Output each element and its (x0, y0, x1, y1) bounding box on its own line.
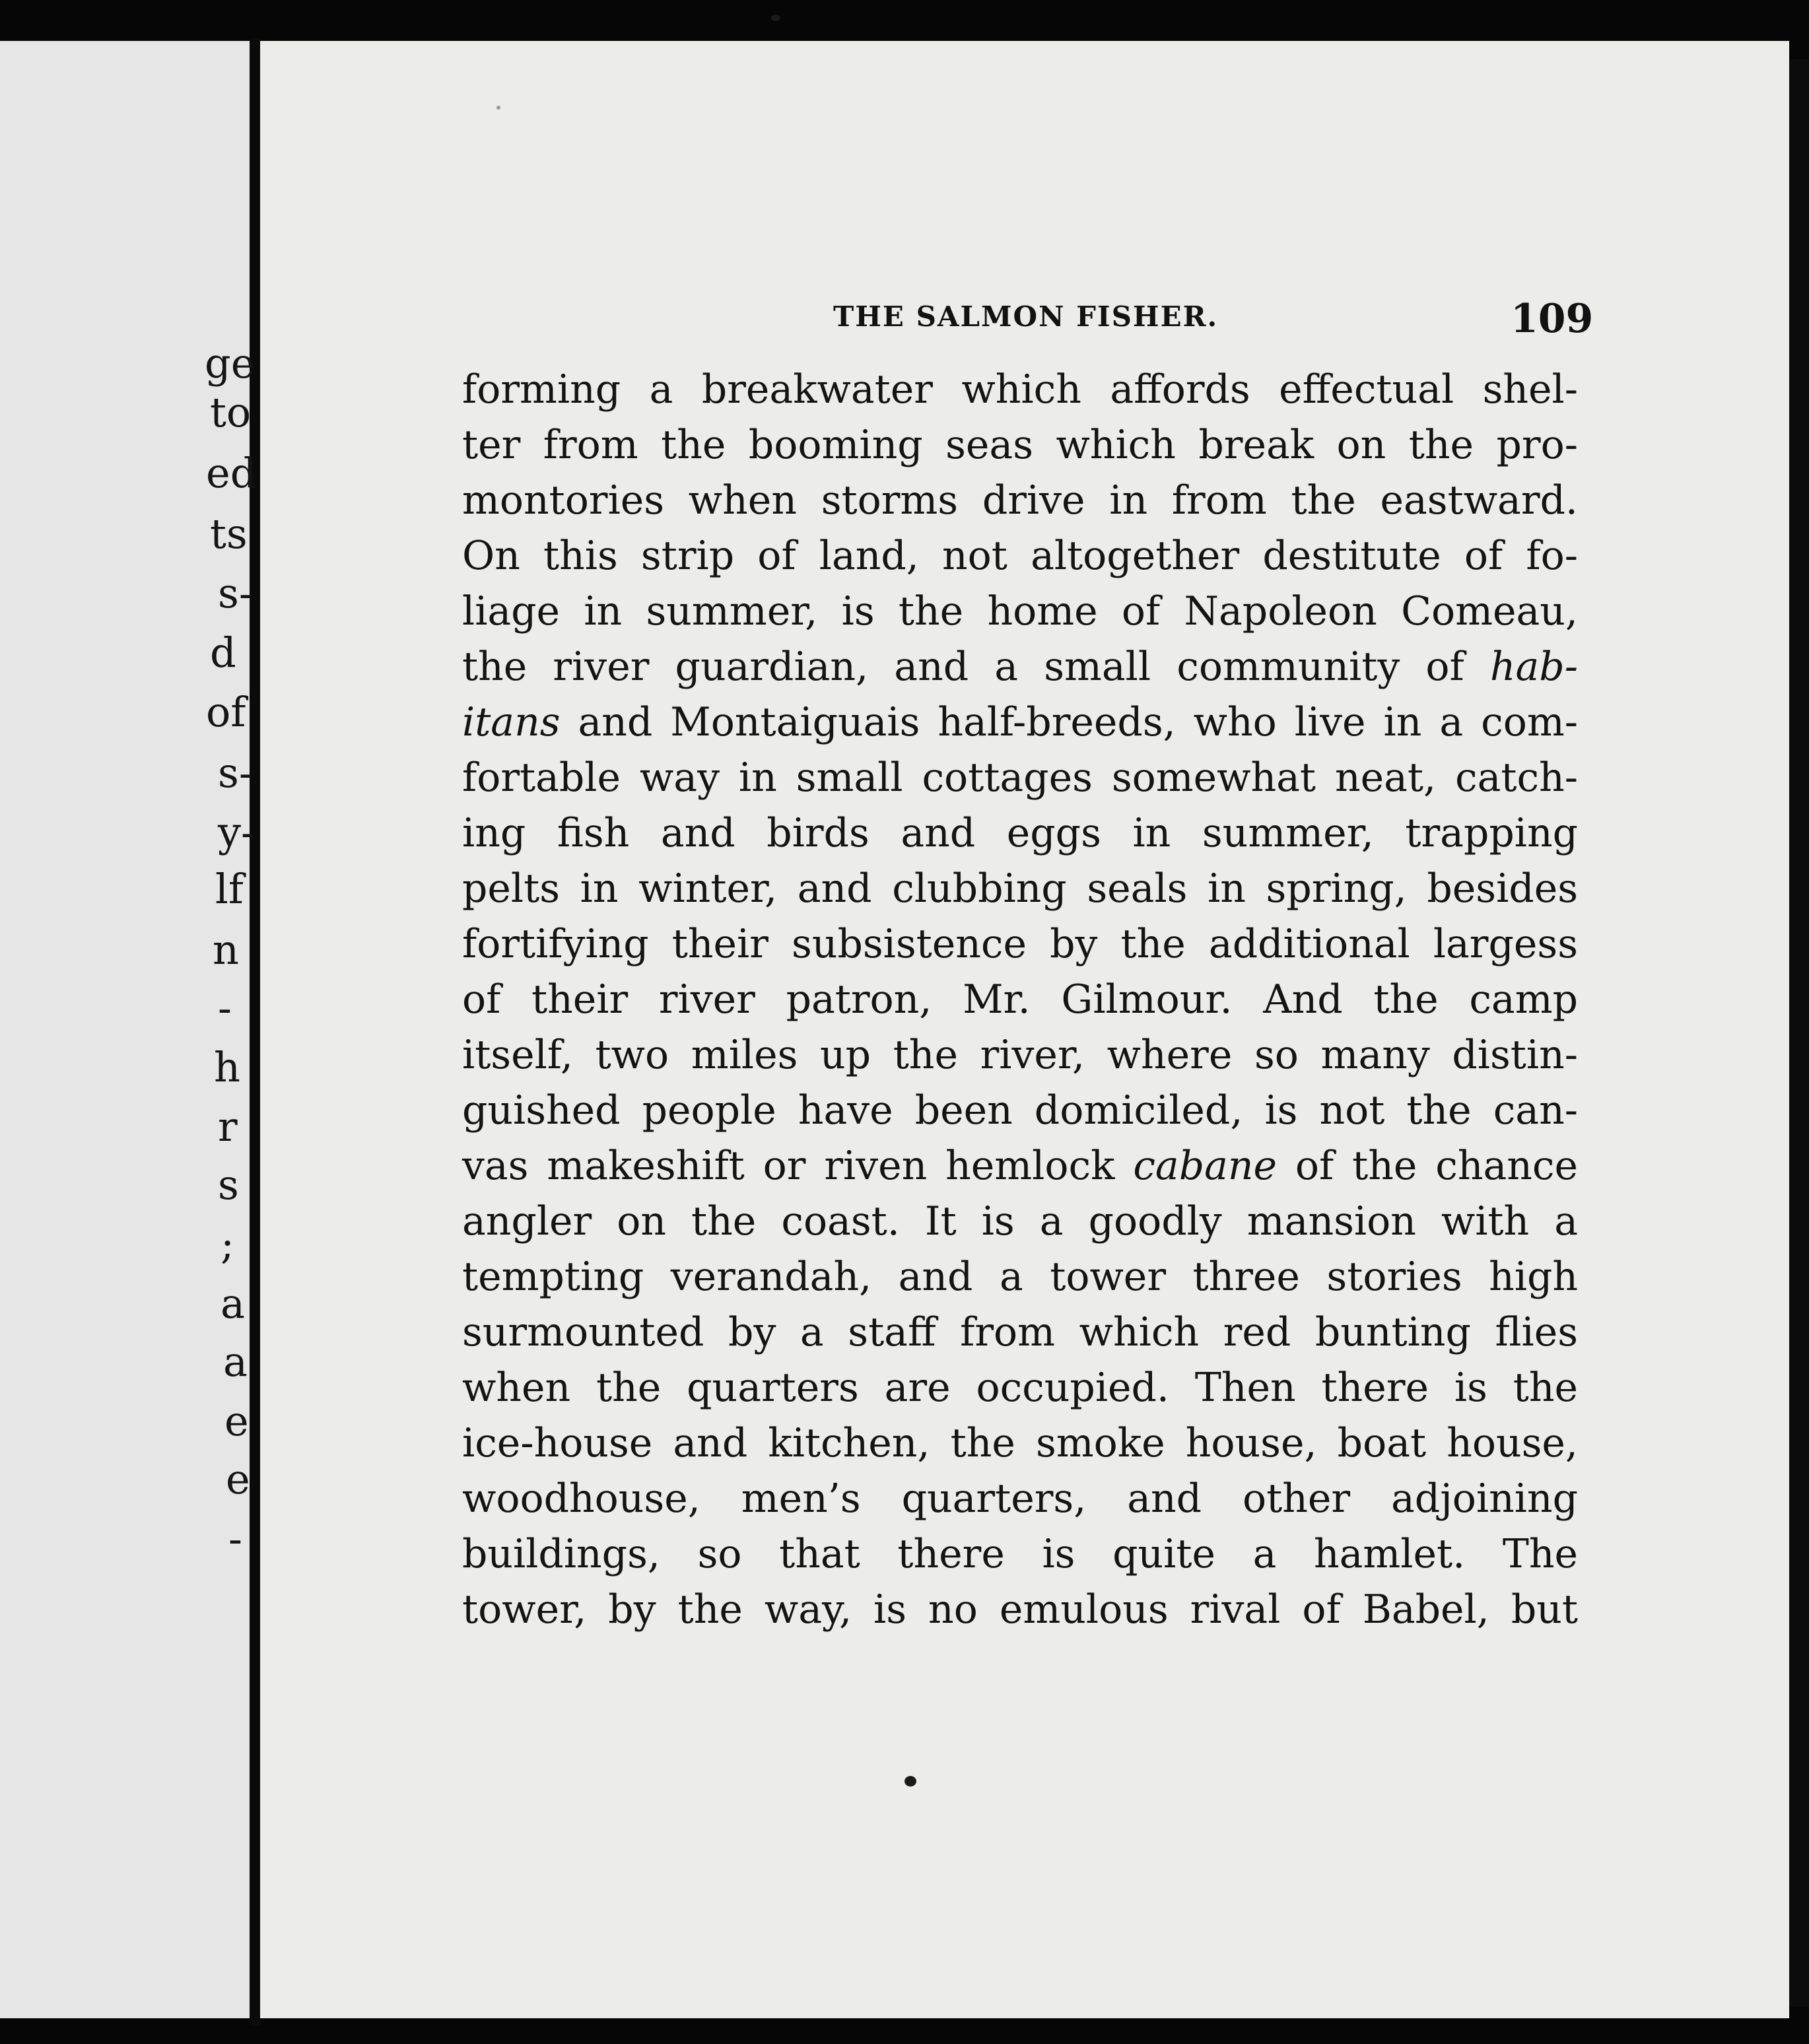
text-line: On this strip of land, not altogether destitute of fo- (462, 533, 1578, 579)
text-line (462, 639, 1578, 695)
left-page-fragment: - (228, 1515, 242, 1563)
ink-speck (904, 1776, 916, 1787)
left-page-fragment: e (224, 1397, 249, 1445)
text-line: liage in summer, is the home of Napoleon Comeau, (462, 588, 1578, 634)
left-page-fragment: lf (215, 865, 244, 913)
left-page-fragment: a (223, 1338, 248, 1386)
text-line: woodhouse, men’s quarters, and other adjoining (462, 1476, 1578, 1522)
text-line: ter from the booming seas which break on the pro- (462, 422, 1578, 468)
text-line: fortifying their subsistence by the additional largess (462, 921, 1578, 967)
text-line-segment: the river guardian, and a small community of (462, 644, 1490, 690)
left-page-fragment: y- (218, 808, 255, 856)
text-line: pelts in winter, and clubbing seals in spring, besides (462, 866, 1578, 912)
text-line: montories when storms drive in from the eastward. (462, 477, 1578, 524)
left-page-fragment: of (206, 688, 246, 736)
left-page-fragment: r (218, 1103, 238, 1151)
text-line: forming a breakwater which affords effectual shel- (462, 366, 1578, 413)
page-number: 109 (1511, 296, 1594, 342)
text-line: fortable way in small cottages somewhat neat, catch- (462, 755, 1578, 801)
right-page-edge (1789, 59, 1809, 2007)
left-page-fragment: ge (205, 339, 256, 388)
text-line: of their river patron, Mr. Gilmour. And the camp (462, 976, 1578, 1023)
text-line: angler on the coast. It is a goodly mansion with a (462, 1198, 1578, 1244)
text-line: tower, by the way, is no emulous rival of Babel, but (462, 1586, 1578, 1633)
text-line: itself, two miles up the river, where so many distin- (462, 1032, 1578, 1078)
left-page-fragment: ed (206, 449, 257, 497)
text-line: when the quarters are occupied. Then there is the (462, 1365, 1578, 1411)
text-line-segment: vas makeshift or riven hemlock (462, 1143, 1134, 1189)
ink-speck (771, 15, 780, 21)
text-line (462, 695, 1578, 750)
italic-word: hab- (1489, 644, 1578, 690)
left-page-fragment: d (210, 629, 236, 677)
left-page-fragment: ts (210, 510, 248, 558)
left-page-fragment: a (221, 1279, 245, 1328)
left-page-fragment: s (218, 1161, 239, 1209)
text-line: ice-house and kitchen, the smoke house, boat house, (462, 1420, 1578, 1466)
italic-word: cabane (1133, 1143, 1278, 1189)
left-page-fragment: h (214, 1043, 240, 1091)
left-page-fragment: s- (218, 749, 253, 797)
left-page-fragment: e (226, 1455, 250, 1503)
left-page-fragment: ; (221, 1220, 234, 1268)
text-line: tempting verandah, and a tower three stories high (462, 1254, 1578, 1300)
text-line-segment: of the chance (1277, 1143, 1578, 1189)
left-page-fragment: - (218, 984, 232, 1032)
text-line: ing fish and birds and eggs in summer, trapping (462, 810, 1578, 856)
text-line: surmounted by a staff from which red bunting flies (462, 1309, 1578, 1355)
text-line (462, 1138, 1578, 1194)
left-page-fragment: n (213, 926, 239, 974)
left-page-fragment: s- (218, 569, 253, 617)
ink-speck (496, 106, 500, 110)
italic-word: itans (462, 699, 561, 745)
running-title: THE SALMON FISHER. (833, 300, 1219, 333)
body-text (462, 362, 1578, 1637)
text-line: buildings, so that there is quite a hamlet. The (462, 1531, 1578, 1577)
left-page-fragment: to (210, 388, 252, 436)
page-gutter (250, 38, 260, 2026)
text-line-segment: and Montaiguais half-breeds, who live in a com- (560, 699, 1578, 745)
text-line: guished people have been domiciled, is not the can- (462, 1087, 1578, 1134)
left-facing-page (0, 41, 250, 2018)
